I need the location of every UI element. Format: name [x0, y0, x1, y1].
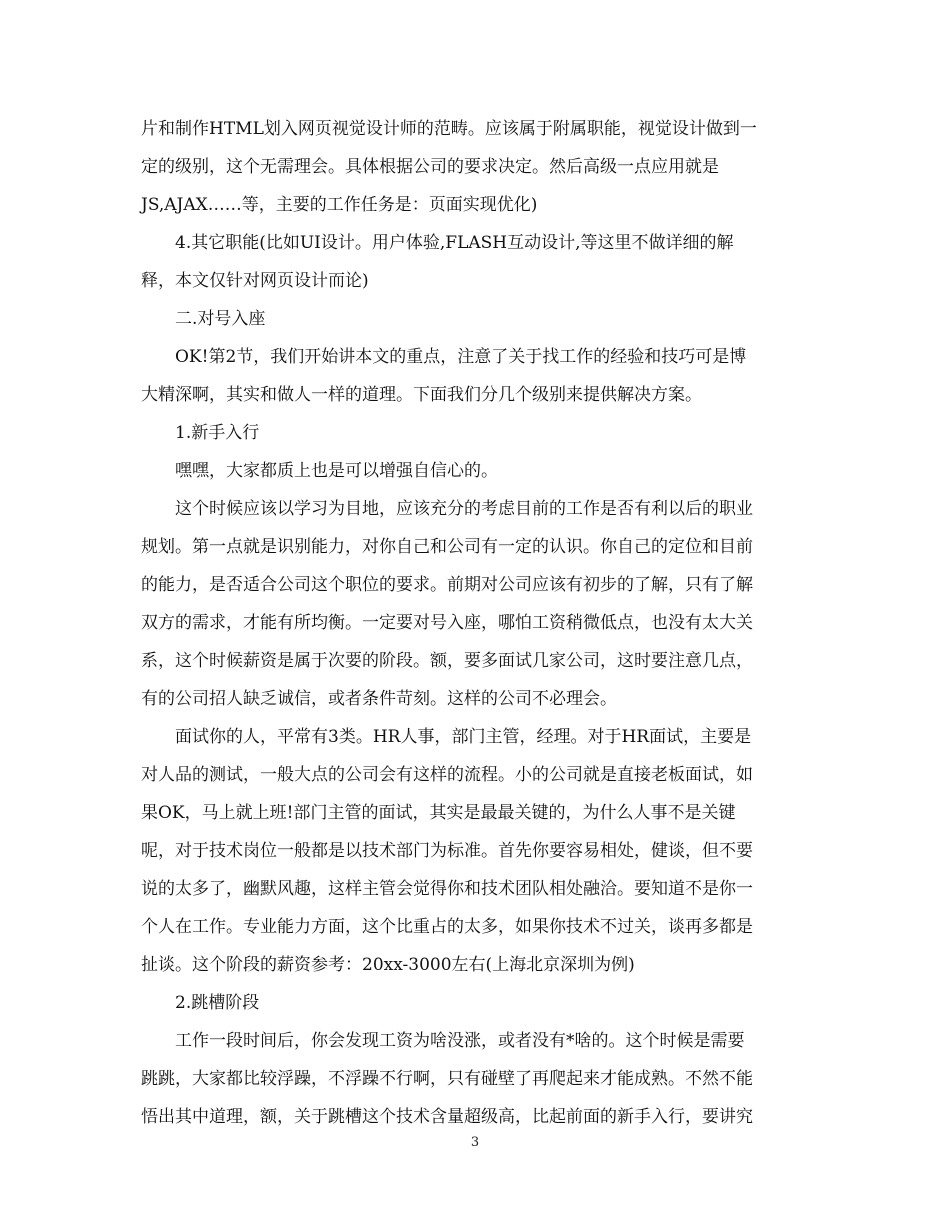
text-line: 系，这个时候薪资是属于次要的阶段。额，要多面试几家公司，这时要注意几点，: [141, 651, 753, 671]
text-line: 呢，对于技术岗位一般都是以技术部门为标准。首先你要容易相处，健谈，但不要: [141, 841, 753, 861]
paragraph-start: 工作一段时间后，你会发现工资为啥没涨，或者没有*啥的。这个时候是需要: [175, 1031, 745, 1051]
text-line: 定的级别，这个无需理会。具体根据公司的要求决定。然后高级一点应用就是: [141, 157, 719, 177]
text-line: 个人在工作。专业能力方面，这个比重占的太多，如果你技术不过关，谈再多都是: [141, 917, 753, 937]
paragraph-start: 嘿嘿，大家都质上也是可以增强自信心的。: [175, 461, 498, 481]
subsection-heading: 1.新手入行: [175, 423, 260, 443]
text-line: 扯谈。这个阶段的薪资参考：20xx-3000左右(上海北京深圳为例): [141, 955, 635, 975]
text-line: 规划。第一点就是识别能力，对你自己和公司有一定的认识。你自己的定位和目前: [141, 537, 753, 557]
text-line: 悟出其中道理，额，关于跳槽这个技术含量超级高，比起前面的新手入行，要讲究: [141, 1107, 753, 1127]
text-line: 有的公司招人缺乏诚信，或者条件苛刻。这样的公司不必理会。: [141, 689, 617, 709]
paragraph-start: 这个时候应该以学习为目地，应该充分的考虑目前的工作是否有利以后的职业: [175, 499, 753, 519]
text-line: 的能力，是否适合公司这个职位的要求。前期对公司应该有初步的了解，只有了解: [141, 575, 753, 595]
text-line: 大精深啊，其实和做人一样的道理。下面我们分几个级别来提供解决方案。: [141, 385, 702, 405]
text-line: 对人品的测试，一般大点的公司会有这样的流程。小的公司就是直接老板面试，如: [141, 765, 753, 785]
text-line: 片和制作HTML划入网页视觉设计师的范畴。应该属于附属职能，视觉设计做到一: [141, 119, 757, 139]
paragraph-start: 面试你的人，平常有3类。HR人事，部门主管，经理。对于HR面试，主要是: [175, 727, 752, 747]
text-line: 释，本文仅针对网页设计而论): [141, 271, 369, 291]
list-item-heading: 4.其它职能(比如UI设计。用户体验,FLASH互动设计,等这里不做详细的解: [175, 233, 734, 253]
text-line: 双方的需求，才能有所均衡。一定要对号入座，哪怕工资稍微低点，也没有太大关: [141, 613, 753, 633]
page-number: 3: [470, 1135, 480, 1150]
section-heading: 二.对号入座: [175, 309, 266, 329]
paragraph-start: OK!第2节，我们开始讲本文的重点，注意了关于找工作的经验和技巧可是博: [175, 347, 747, 367]
text-line: 跳跳，大家都比较浮躁，不浮躁不行啊，只有碰壁了再爬起来才能成熟。不然不能: [141, 1069, 753, 1089]
text-line: JS,AJAX……等，主要的工作任务是：页面实现优化): [141, 195, 538, 215]
text-line: 果OK，马上就上班!部门主管的面试，其实是最最关键的，为什么人事不是关键: [141, 803, 736, 823]
subsection-heading: 2.跳槽阶段: [175, 993, 260, 1013]
text-line: 说的太多了，幽默风趣，这样主管会觉得你和技术团队相处融洽。要知道不是你一: [141, 879, 753, 899]
